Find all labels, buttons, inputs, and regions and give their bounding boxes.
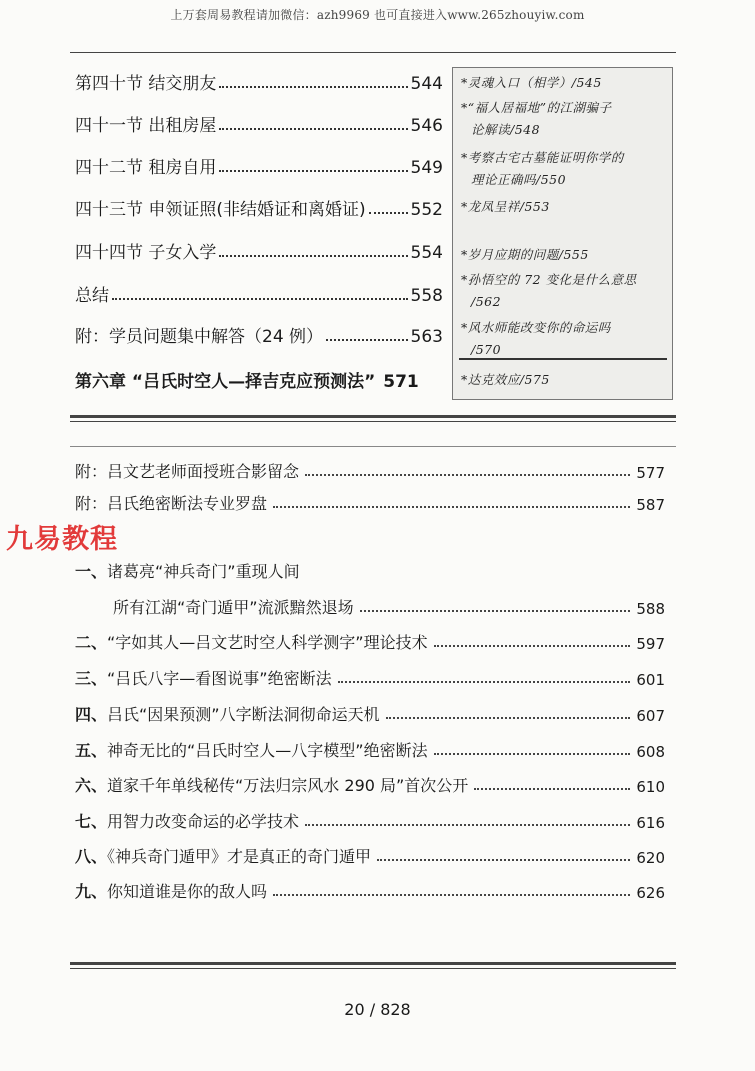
leader-dots (386, 717, 631, 719)
article-entry-label (75, 844, 371, 867)
article-number: 六、 (75, 776, 108, 795)
leader-dots (434, 753, 631, 755)
leader-dots (326, 339, 408, 341)
sidebar-notes-box (452, 67, 673, 400)
side-note (461, 97, 671, 141)
toc-entry-page: 546 (410, 116, 443, 136)
article-entry[interactable] (75, 699, 665, 725)
leader-dots (219, 170, 407, 172)
side-note (461, 269, 671, 313)
leader-dots (219, 128, 407, 130)
article-title: 所有江湖“奇门遁甲”流派黯然退场 (113, 598, 354, 617)
article-entry[interactable] (75, 841, 665, 867)
side-note-line: 论解读/548 (471, 122, 541, 137)
section-divider-thin (70, 421, 676, 422)
leader-dots (219, 86, 407, 88)
article-entry[interactable] (75, 735, 665, 761)
article-number: 三、 (75, 669, 108, 688)
side-note (461, 317, 671, 361)
leader-dots (369, 212, 408, 214)
article-number: 四、 (75, 705, 108, 724)
article-entry-label (75, 879, 267, 902)
toc-entry[interactable] (75, 280, 443, 306)
article-page: 597 (636, 635, 665, 653)
toc-entry-page: 571 (383, 372, 419, 392)
toc-entry-page: 549 (410, 158, 443, 178)
article-title: 诸葛亮“神兵奇门”重现人间 (107, 562, 300, 581)
toc-entry[interactable] (75, 152, 443, 178)
toc-chapter-entry[interactable] (75, 366, 443, 392)
side-note-line: *孙悟空的 72 变化是什么意思 (461, 272, 637, 287)
leader-dots (360, 610, 631, 612)
toc-entry[interactable] (75, 110, 443, 136)
article-page: 626 (636, 884, 665, 902)
side-note-line: *考察古宅古墓能证明你学的 (461, 150, 624, 165)
appendix-entry[interactable] (75, 488, 665, 514)
footer-divider-thin (70, 968, 676, 969)
side-note-line: *风水师能改变你的命运吗 (461, 320, 611, 335)
article-number: 二、 (75, 633, 108, 652)
side-note-line: /562 (471, 294, 502, 309)
article-title: 道家千年单线秘传“万法归宗风水 290 局”首次公开 (107, 776, 469, 795)
side-note-line: *灵魂入口（相学）/545 (461, 75, 602, 90)
leader-dots (273, 894, 630, 896)
toc-entry[interactable] (75, 68, 443, 94)
toc-entry-page: 563 (410, 327, 443, 347)
article-page: 601 (636, 671, 665, 689)
toc-entry-page: 554 (410, 243, 443, 263)
side-note (461, 244, 671, 266)
article-number: 八、 (75, 847, 108, 866)
article-page: 620 (636, 849, 665, 867)
header-watermark: 上万套周易教程请加微信：azh9969 也可直接进入www.265zhouyiw.com (170, 8, 585, 22)
toc-entry-label: 附：学员问题集中解答（24 例） (75, 327, 324, 347)
article-page: 608 (636, 743, 665, 761)
side-note-line: *龙凤呈祥/553 (461, 199, 550, 214)
side-note-line: 理论正确吗/550 (471, 172, 567, 187)
toc-entry-label: 第四十节 结交朋友 (75, 74, 217, 94)
article-page: 607 (636, 707, 665, 725)
side-note-line: *“福人居福地”的江湖骗子 (461, 100, 612, 115)
article-title: “字如其人—吕文艺时空人科学测字”理论技术 (107, 633, 428, 652)
article-title: 用智力改变命运的必学技术 (107, 812, 300, 831)
article-entry-label (75, 773, 468, 796)
toc-entry-label: 总结 (75, 286, 109, 306)
top-rule (70, 52, 676, 53)
article-entry[interactable] (75, 627, 665, 653)
toc-entry-label: 四十二节 租房自用 (75, 158, 217, 178)
section-divider-thick (70, 415, 676, 418)
article-page: 610 (636, 778, 665, 796)
side-note (461, 369, 671, 391)
page-indicator: 20 / 828 (344, 1000, 411, 1019)
article-number: 九、 (75, 882, 108, 901)
article-entry-label (75, 738, 428, 761)
article-title: 神奇无比的“吕氏时空人—八字模型”绝密断法 (107, 741, 428, 760)
leader-dots (305, 824, 630, 826)
article-title: “吕氏八字—看图说事”绝密断法 (107, 669, 332, 688)
toc-entry-page: 558 (410, 286, 443, 306)
article-number: 一、 (75, 562, 108, 581)
article-page: 616 (636, 814, 665, 832)
article-entry[interactable] (113, 592, 665, 618)
leader-dots (219, 255, 407, 257)
side-note-line: *达克效应/575 (461, 372, 550, 387)
side-note (461, 72, 671, 94)
side-note (461, 147, 671, 191)
appendix-entry-label: 附：吕文艺老师面授班合影留念 (75, 462, 300, 481)
article-title: 吕氏“因果预测”八字断法洞彻命运天机 (107, 705, 380, 724)
leader-dots (305, 474, 630, 476)
side-note (461, 196, 671, 218)
toc-entry[interactable] (75, 237, 443, 263)
article-entry-label (75, 666, 332, 689)
toc-entry-page: 552 (410, 200, 443, 220)
leader-dots (273, 506, 630, 508)
leader-dots (474, 788, 630, 790)
leader-dots (112, 298, 408, 300)
side-divider (459, 358, 667, 360)
leader-dots (434, 645, 631, 647)
toc-entry-label: 四十一节 出租房屋 (75, 116, 217, 136)
leader-dots (338, 681, 631, 683)
article-entry[interactable] (75, 876, 665, 902)
article-title: 《神兵奇门遁甲》才是真正的奇门遁甲 (107, 847, 372, 866)
appendix-entry-page: 577 (636, 464, 665, 482)
leader-dots (377, 859, 630, 861)
appendix-entry[interactable] (75, 456, 665, 482)
article-entry[interactable] (75, 806, 665, 832)
article-title: 你知道谁是你的敌人吗 (107, 882, 268, 901)
article-entry[interactable] (75, 556, 665, 582)
toc-entry[interactable] (75, 194, 443, 220)
toc-entry-label: 四十三节 申领证照(非结婚证和离婚证) (75, 200, 366, 220)
appendix-entry-label: 附：吕氏绝密断法专业罗盘 (75, 494, 268, 513)
article-entry-label (75, 809, 299, 832)
toc-entry-label: 第六章 “吕氏时空人—择吉克应预测法” (75, 372, 376, 392)
brand-logo: 九易教程 (6, 524, 118, 555)
article-entry-label (75, 559, 300, 582)
toc-entry-page: 544 (410, 74, 443, 94)
article-page: 588 (636, 600, 665, 618)
article-number: 五、 (75, 741, 108, 760)
side-note-line: *岁月应期的问题/555 (461, 247, 589, 262)
article-entry-label (75, 630, 428, 653)
side-note-line: /570 (471, 342, 502, 357)
section-divider-thin (70, 446, 676, 447)
article-entry[interactable] (75, 663, 665, 689)
appendix-entry-page: 587 (636, 496, 665, 514)
toc-entry-label: 四十四节 子女入学 (75, 243, 217, 263)
footer-divider-thick (70, 962, 676, 965)
article-entry-label (75, 702, 380, 725)
toc-entry[interactable] (75, 321, 443, 347)
article-entry[interactable] (75, 770, 665, 796)
article-number: 七、 (75, 812, 108, 831)
